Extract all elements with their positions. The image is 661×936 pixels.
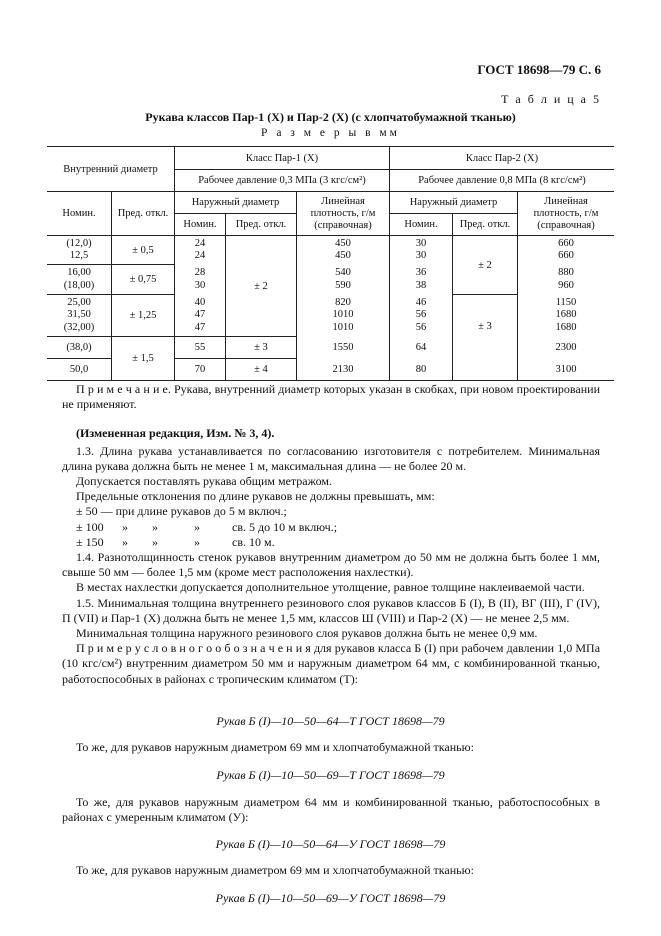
example-lead: П р и м е р у с л о в н о г о о б о з н а ч е н и я (76, 641, 311, 656)
table-cell: 30 (415, 250, 427, 262)
table-cell: 1010 (332, 309, 354, 321)
inner-nom-cell (47, 236, 112, 265)
tol-range: св. 5 до 10 м включ.; (232, 519, 338, 534)
th-outer2: Наружный диаметр (390, 192, 518, 214)
table-cell: 590 (335, 279, 351, 291)
ditto-mark: » (194, 534, 200, 549)
c1-dens-cell (297, 295, 390, 337)
c2-dev-cell: ± 3 (453, 295, 518, 359)
table-cell: 46 (415, 296, 427, 308)
c2-dens-cell (518, 265, 615, 295)
inner-dev-cell: ± 1,25 (112, 295, 175, 337)
th-density1 (297, 192, 390, 236)
th-density1-l3: (справочная) (314, 219, 372, 231)
doc-code: ГОСТ 18698—79 С. 6 (477, 62, 601, 77)
tol-value: ± 100 (76, 519, 104, 534)
example-designation (62, 641, 600, 687)
table-cell: 540 (335, 267, 351, 278)
table-cell: 1010 (332, 321, 354, 333)
c1-outer-cell (175, 265, 226, 295)
th-pressure1: Рабочее давление 0,3 МПа (3 кгс/см²) (175, 170, 390, 192)
th-outer2-nom: Номин. (390, 214, 453, 236)
table-cell: 820 (335, 296, 351, 308)
th-density2 (518, 192, 615, 236)
example-text: для рукавов класса Б (I) при рабочем давлении 1,0 МПа (10 кгс/см²) внутренним диаметром 50 мм и наружным диаметром 64 мм, с комбинированной тканью, работоспособных в районах с тропическим климатом (Т): (62, 641, 601, 686)
size-table (47, 146, 614, 381)
table-cell: 25,00 (67, 296, 91, 308)
table-cell: 1680 (555, 309, 577, 321)
table-cell: 47 (194, 309, 206, 320)
inner-dev-cell: ± 1,5 (112, 337, 175, 381)
c1-dev-cell: ± 3 (226, 337, 297, 359)
c2-dens-cell: 2300 (555, 342, 577, 353)
table-cell: 12,5 (69, 250, 89, 261)
th-inner-nom: Номин. (47, 192, 112, 236)
designation-4: Рукав Б (I)—10—50—69—У ГОСТ 18698—79 (215, 891, 446, 905)
table-cell: (18,00) (63, 279, 95, 291)
table-cell: 24 (194, 250, 206, 262)
table-cell: 47 (194, 321, 206, 333)
table-note: П р и м е ч а н и е. Рукава, внутренний диаметр которых указан в скобках, при новом проектировании не применяют. (62, 382, 600, 412)
c2-dev-cell: ± 2 (453, 236, 518, 295)
table-cell: 30 (415, 237, 427, 249)
ditto-mark: » (194, 519, 200, 534)
th-outer2-dev: Пред. откл. (453, 214, 518, 236)
edition-note: (Измененная редакция, Изм. № 3, 4). (76, 426, 275, 441)
inner-dev-cell: ± 0,5 (112, 236, 175, 265)
designation-1: Рукав Б (I)—10—50—64—Т ГОСТ 18698—79 (216, 714, 445, 728)
table-cell: 450 (335, 237, 351, 249)
c2-outer-cell: 64 (390, 337, 453, 359)
text-line: То же, для рукавов наружным диаметром 69 мм и хлопчатобумажной тканью: (76, 863, 474, 877)
tol-range: св. 10 м. (232, 534, 275, 549)
table-cell: 38 (415, 279, 427, 291)
c1-outer-cell (175, 236, 226, 265)
table-cell: 56 (415, 321, 427, 333)
th-inner-diameter: Внутренний диаметр (47, 147, 175, 192)
c1-dens-cell: 1550 (297, 337, 390, 359)
tol-value: ± 150 (76, 534, 104, 549)
table-cell: 660 (558, 237, 574, 249)
th-density1-l2: плотность, г/м (310, 207, 376, 219)
tolerance-3 (62, 535, 600, 550)
th-outer1-nom: Номин. (175, 214, 226, 236)
table-cell: 880 (558, 267, 574, 278)
th-class1: Класс Пар-1 (Х) (175, 147, 390, 170)
table-cell: 28 (194, 267, 206, 278)
table-cell: 31,50 (67, 309, 91, 321)
clause-1-5-b: Минимальная толщина наружного резинового слоя рукавов должна быть не менее 0,9 мм. (76, 626, 538, 641)
table-cell: 40 (194, 296, 206, 308)
inner-nom-cell: 50,0 (47, 359, 112, 381)
table-cell: 56 (415, 309, 427, 321)
c1-dev-cell: ± 2 (226, 236, 297, 337)
inner-nom-cell (47, 265, 112, 295)
table-cell: 1150 (555, 296, 577, 308)
th-density2-l1: Линейная (544, 195, 588, 207)
c2-outer-cell (390, 295, 453, 337)
clause-1-5: 1.5. Минимальная толщина внутреннего резинового слоя рукавов классов Б (I), В (II), ВГ (III), Г (IV), П (VII) и Пар-1 (Х) должна быть не менее 1,5 мм, классов Ш (VIII) и Пар-2 (Х) — не менее 2,5 мм. (62, 595, 600, 625)
c1-dens-cell: 2130 (297, 359, 390, 381)
tolerance-2 (62, 520, 600, 535)
table-cell: 450 (335, 250, 351, 262)
table-number: Т а б л и ц а 5 (501, 92, 601, 106)
text-line: То же, для рукавов наружным диаметром 69 мм и хлопчатобумажной тканью: (76, 740, 474, 754)
same-note-3 (62, 795, 600, 825)
table-units: Р а з м е р ы в мм (261, 127, 400, 139)
c1-dens-cell (297, 265, 390, 295)
c1-outer-cell: 55 (175, 337, 226, 359)
c1-outer-cell (175, 295, 226, 337)
th-outer1: Наружный диаметр (175, 192, 297, 214)
inner-nom-cell: (38,0) (47, 337, 112, 359)
clause-1-3: 1.3. Длина рукава устанавливается по согласованию изготовителя с потребителем. Минимальная длина рукава должна быть не менее 1 м, максимальная длина — не более 20 м. (62, 443, 600, 473)
same-note-2 (62, 740, 600, 755)
table-cell: 30 (194, 279, 206, 291)
table-cell: 36 (415, 267, 427, 278)
table-cell: 1680 (555, 321, 577, 333)
tolerance-1: ± 50 — при длине рукавов до 5 м включ.; (76, 504, 287, 519)
clause-1-4: 1.4. Разнотолщинность стенок рукавов внутренним диаметром до 50 мм не должна быть более 1 мм, свыше 50 мм — более 1,5 мм (кроме мест расположения нахлестки). (62, 550, 600, 580)
clause-1-3-c: Предельные отклонения по длине рукавов не должны превышать, мм: (76, 489, 435, 504)
inner-nom-cell (47, 295, 112, 337)
c2-dens-cell: 3100 (518, 359, 615, 381)
th-density2-l2: плотность, г/м (533, 207, 599, 219)
clause-1-4-b: В местах нахлестки допускается дополнительное утолщение, равное толщине наклеиваемой части. (76, 580, 585, 595)
th-density2-l3: (справочная) (537, 219, 595, 231)
inner-dev-cell: ± 0,75 (112, 265, 175, 295)
ditto-mark: » (122, 519, 128, 534)
same-note-4 (62, 863, 600, 878)
c2-dens-cell (518, 236, 615, 265)
c2-outer-cell: 80 (390, 359, 453, 381)
table-cell: (12,0) (66, 237, 92, 249)
th-density1-l1: Линейная (321, 195, 365, 207)
table-cell: 16,00 (67, 267, 91, 278)
ditto-mark: » (152, 534, 158, 549)
clause-1-3-b: Допускается поставлять рукава общим метражом. (76, 474, 332, 489)
c2-dev-cell (453, 359, 518, 381)
text-line: То же, для рукавов наружным диаметром 64 мм и комбинированной тканью, работоспособных в районах с умеренным климатом (У): (62, 795, 600, 825)
body-text (62, 382, 600, 687)
ditto-mark: » (152, 519, 158, 534)
designation-2: Рукав Б (I)—10—50—69—Т ГОСТ 18698—79 (216, 768, 445, 782)
table-cell: (32,00) (63, 321, 95, 333)
c1-dev-cell: ± 4 (226, 359, 297, 381)
c2-outer-cell (390, 265, 453, 295)
th-class2: Класс Пар-2 (Х) (390, 147, 615, 170)
c2-dens-cell (518, 295, 615, 337)
c1-outer-cell: 70 (175, 359, 226, 381)
table-cell: 660 (558, 250, 574, 262)
table-cell: 24 (194, 237, 206, 249)
table-title: Рукава классов Пар-1 (Х) и Пар-2 (Х) (с хлопчатобумажной тканью) (145, 110, 516, 124)
th-inner-dev: Пред. откл. (112, 192, 175, 236)
c2-outer-cell (390, 236, 453, 265)
th-outer1-dev: Пред. откл. (226, 214, 297, 236)
designation-3: Рукав Б (I)—10—50—64—У ГОСТ 18698—79 (215, 837, 446, 851)
th-pressure2: Рабочее давление 0,8 МПа (8 кгс/см²) (390, 170, 615, 192)
c1-dens-cell (297, 236, 390, 265)
ditto-mark: » (122, 534, 128, 549)
table-cell: 960 (558, 279, 574, 291)
